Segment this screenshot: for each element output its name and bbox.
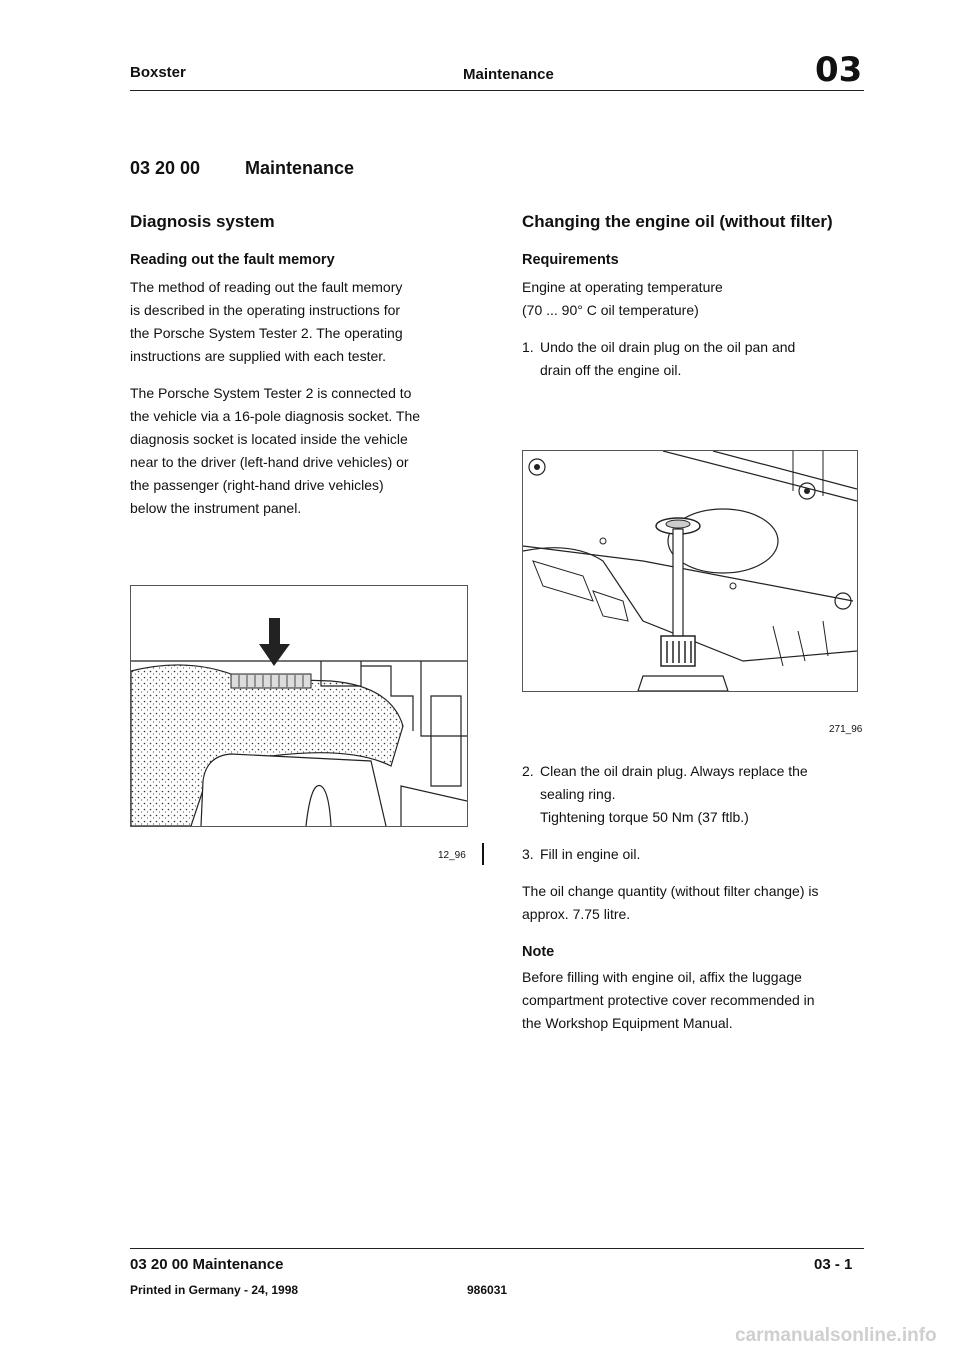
watermark: carmanualsonline.info bbox=[735, 1325, 937, 1346]
requirements-label: Requirements bbox=[522, 252, 619, 268]
footer-section: 03 20 00 Maintenance bbox=[130, 1256, 284, 1273]
footer-printed: Printed in Germany - 24, 1998 bbox=[130, 1283, 299, 1297]
text-line: diagnosis socket is located inside the vehicle bbox=[130, 431, 408, 447]
text-line: the Porsche System Tester 2. The operating bbox=[130, 325, 403, 341]
right-column-lower bbox=[522, 760, 862, 1035]
text-line: Before filling with engine oil, affix the luggage bbox=[522, 969, 802, 985]
diagnosis-socket-drawing bbox=[131, 586, 467, 826]
right-column bbox=[522, 212, 862, 382]
text-line: Undo the oil drain plug on the oil pan and bbox=[540, 339, 796, 355]
footer-rule bbox=[130, 1248, 864, 1249]
text-line: The method of reading out the fault memory bbox=[130, 279, 403, 295]
header-title: Maintenance bbox=[463, 66, 554, 83]
step-2 bbox=[522, 760, 862, 829]
quantity-paragraph bbox=[522, 880, 862, 926]
text-line: drain off the engine oil. bbox=[540, 362, 682, 378]
text-line: is described in the operating instructions for bbox=[130, 302, 401, 318]
step-1 bbox=[522, 336, 862, 382]
step-number: 2. bbox=[522, 763, 534, 779]
fault-memory-subheading: Reading out the fault memory bbox=[130, 252, 335, 268]
footer-page-number: 03 - 1 bbox=[814, 1256, 853, 1273]
diagnosis-heading: Diagnosis system bbox=[130, 212, 275, 231]
note-label: Note bbox=[522, 944, 555, 960]
section-number: 03 20 00 bbox=[130, 158, 201, 178]
step-number: 1. bbox=[522, 339, 534, 355]
footer-code: 986031 bbox=[467, 1283, 508, 1297]
step-3 bbox=[522, 843, 862, 866]
step-number: 3. bbox=[522, 846, 534, 862]
header-model: Boxster bbox=[130, 64, 186, 81]
text-line: Tightening torque 50 Nm (37 ftlb.) bbox=[540, 809, 749, 825]
text-line: below the instrument panel. bbox=[130, 500, 302, 516]
oil-change-heading: Changing the engine oil (without filter) bbox=[522, 212, 833, 231]
header-rule bbox=[130, 90, 864, 91]
change-bar bbox=[482, 843, 484, 865]
oil-drain-plug-drawing bbox=[523, 451, 857, 691]
text-line: sealing ring. bbox=[540, 786, 616, 802]
text-line: compartment protective cover recommended in bbox=[522, 992, 815, 1008]
text-line: the Workshop Equipment Manual. bbox=[522, 1015, 733, 1031]
text-line: Clean the oil drain plug. Always replace the bbox=[540, 763, 808, 779]
text-line: The Porsche System Tester 2 is connected to bbox=[130, 385, 412, 401]
text-line: near to the driver (left-hand drive vehicles) or bbox=[130, 454, 409, 470]
oil-drain-plug-illustration bbox=[522, 450, 858, 692]
diagnosis-socket-illustration bbox=[130, 585, 468, 827]
left-column bbox=[130, 212, 470, 520]
figure-caption: 12_96 bbox=[438, 850, 466, 861]
text-line: the passenger (right-hand drive vehicles) bbox=[130, 477, 384, 493]
note-paragraph bbox=[522, 966, 862, 1035]
requirements-text bbox=[522, 276, 862, 322]
figure-caption: 271_96 bbox=[829, 724, 863, 735]
text-line: instructions are supplied with each tester. bbox=[130, 348, 387, 364]
text-line: The oil change quantity (without filter change) is bbox=[522, 883, 819, 899]
text-line: Engine at operating temperature bbox=[522, 279, 723, 295]
section-title: Maintenance bbox=[245, 158, 355, 178]
header-chapter-number: 03 bbox=[815, 50, 863, 90]
text-line: (70 ... 90° C oil temperature) bbox=[522, 302, 699, 318]
text-line: Fill in engine oil. bbox=[540, 846, 641, 862]
text-line: the vehicle via a 16-pole diagnosis socket. The bbox=[130, 408, 421, 424]
text-line: approx. 7.75 litre. bbox=[522, 906, 631, 922]
paragraph-2 bbox=[130, 382, 470, 520]
paragraph-1 bbox=[130, 276, 470, 368]
